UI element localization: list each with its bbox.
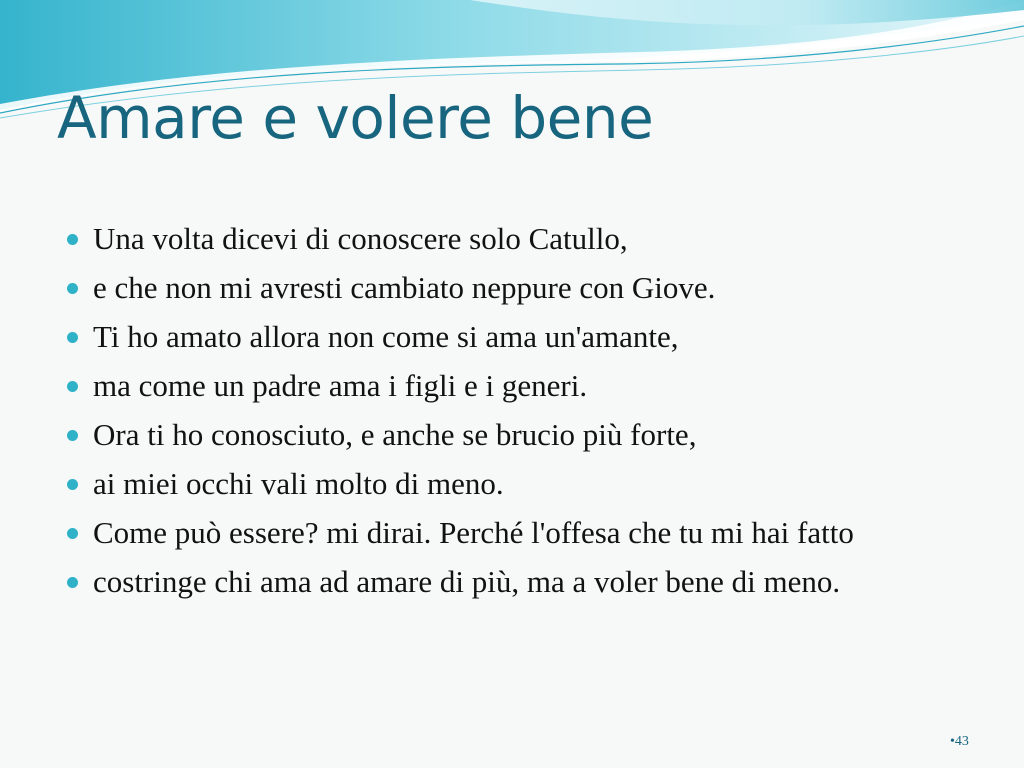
list-item — [93, 562, 973, 602]
list-item-text: costringe chi ama ad amare di più, ma a voler bene di meno. — [93, 564, 841, 599]
bullet-dot-icon — [67, 332, 78, 343]
list-item-text: Come può essere? mi dirai. Perché l'offesa che tu mi hai fatto — [93, 515, 854, 550]
bullet-dot-icon — [67, 528, 78, 539]
list-item-text: ma come un padre ama i figli e i generi. — [93, 368, 588, 403]
list-item — [93, 317, 973, 357]
list-item — [93, 415, 973, 455]
list-item-text: e che non mi avresti cambiato neppure con Giove. — [93, 270, 716, 305]
list-item-text: Ora ti ho conosciuto, e anche se brucio più forte, — [93, 417, 697, 452]
slide-title: Amare e volere bene — [57, 84, 654, 152]
page-number: •43 — [950, 734, 969, 749]
list-item — [93, 464, 973, 504]
bullet-list — [93, 219, 973, 611]
list-item-text: Ti ho amato allora non come si ama un'amante, — [93, 319, 679, 354]
bullet-dot-icon — [67, 479, 78, 490]
list-item — [93, 513, 973, 553]
bullet-dot-icon — [67, 430, 78, 441]
list-item-text: ai miei occhi vali molto di meno. — [93, 466, 504, 501]
bullet-dot-icon — [67, 381, 78, 392]
list-item — [93, 268, 973, 308]
bullet-dot-icon — [67, 577, 78, 588]
list-item — [93, 366, 973, 406]
bullet-dot-icon — [67, 283, 78, 294]
list-item-text: Una volta dicevi di conoscere solo Catullo, — [93, 221, 628, 256]
bullet-dot-icon — [67, 234, 78, 245]
list-item — [93, 219, 973, 259]
